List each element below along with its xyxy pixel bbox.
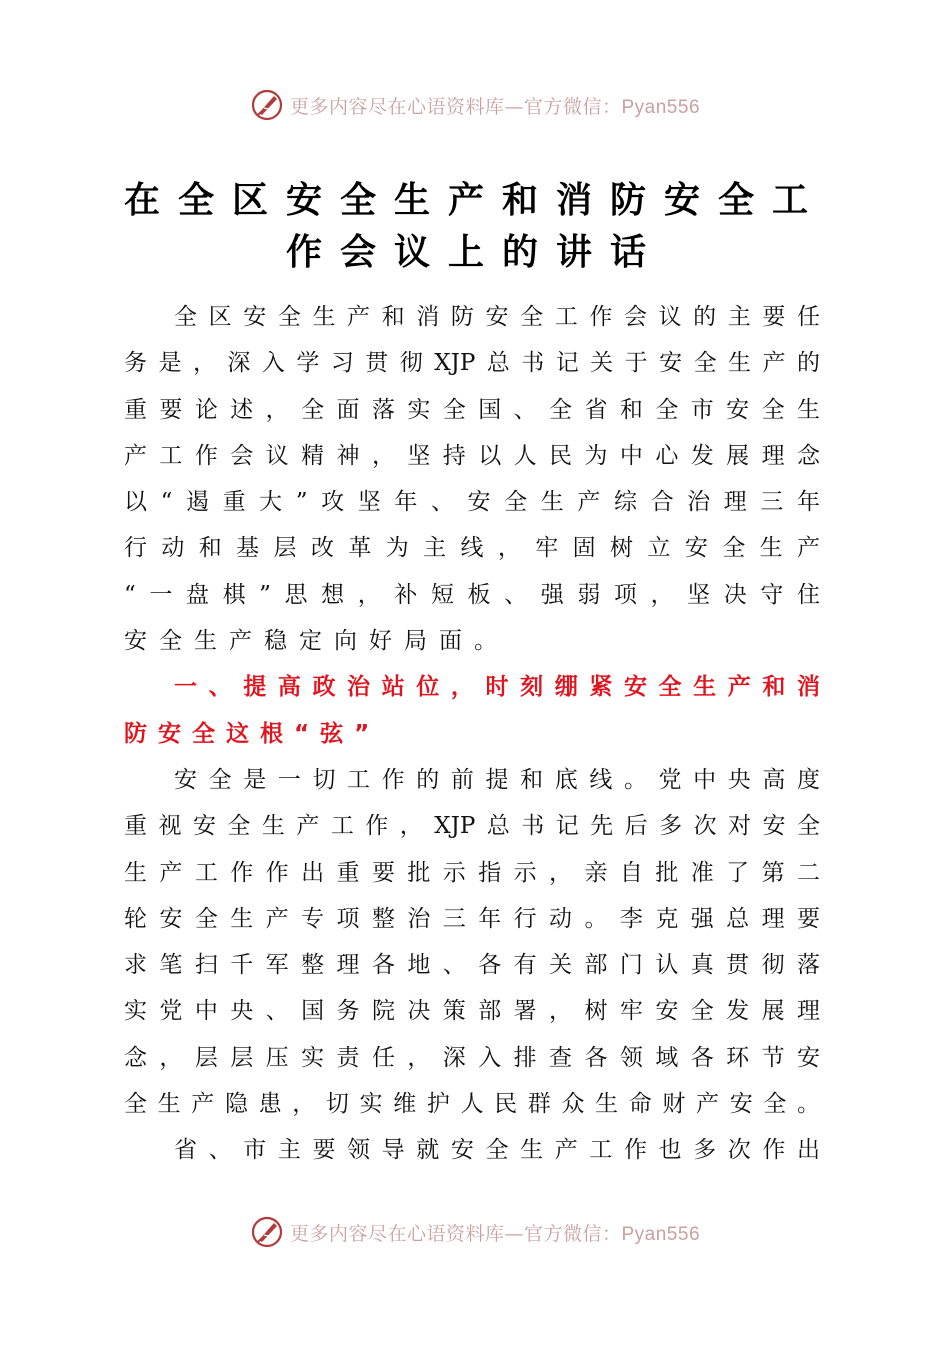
text-line: 实党中央、国务院决策部署，树牢安全发展理 (124, 998, 820, 1025)
text-line: 重视安全生产工作，XJP总书记先后多次对安全 (124, 813, 820, 840)
text-line: 念，层层压实责任，深入排查各领域各环节安 (124, 1044, 820, 1071)
paragraph-2 (124, 757, 820, 1127)
watermark-text: 更多内容尽在心语资料库—官方微信：Pyan556 (289, 1222, 701, 1245)
text-line: 全生产隐患，切实维护人民群众生命财产安全。 (124, 1091, 820, 1118)
section-heading-1 (124, 664, 820, 757)
text-line: 全区安全生产和消防安全工作会议的主要任 (174, 304, 820, 330)
quill-logo-icon (250, 1215, 284, 1249)
text-line: 以“遏重大”攻坚年、安全生产综合治理三年 (124, 489, 820, 516)
text-line: 重要论述，全面落实全国、全省和全市安全生 (124, 396, 820, 423)
text-line: 行动和基层改革为主线，牢固树立安全生产 (124, 535, 820, 562)
document-body (124, 294, 820, 1174)
text-line: 轮安全生产专项整治三年行动。李克强总理要 (124, 905, 820, 932)
watermark-text: 更多内容尽在心语资料库—官方微信：Pyan556 (289, 95, 701, 118)
document-title-line-1: 在全区安全生产和消防安全工 (123, 180, 826, 221)
text-line: “一盘棋”思想，补短板、强弱项，坚决守住 (124, 581, 820, 608)
text-line: 安全生产稳定向好局面。 (124, 628, 509, 655)
quill-logo-icon (250, 88, 284, 122)
text-line: 求笔扫千军整理各地、各有关部门认真贯彻落 (124, 952, 820, 979)
text-line: 安全是一切工作的前提和底线。党中央高度 (174, 766, 820, 793)
heading-line: 一、提高政治站位，时刻绷紧安全生产和消 (174, 674, 820, 701)
wechat-id: Pyan556 (621, 1223, 701, 1245)
wechat-id: Pyan556 (621, 96, 701, 118)
text-line: 产工作会议精神，坚持以人民为中心发展理念 (124, 442, 820, 469)
text-line: 省、市主要领导就安全生产工作也多次作出 (174, 1137, 820, 1164)
header-watermark (0, 85, 950, 125)
paragraph-1 (124, 294, 820, 664)
document-title-line-2: 作会议上的讲话 (285, 232, 664, 273)
paragraph-3 (124, 1127, 820, 1173)
text-line: 生产工作作出重要批示指示，亲自批准了第二 (124, 859, 820, 886)
footer-watermark (0, 1212, 950, 1252)
text-line: 务是，深入学习贯彻XJP总书记关于安全生产的 (124, 350, 820, 377)
heading-line: 防安全这根“弦” (124, 720, 381, 747)
